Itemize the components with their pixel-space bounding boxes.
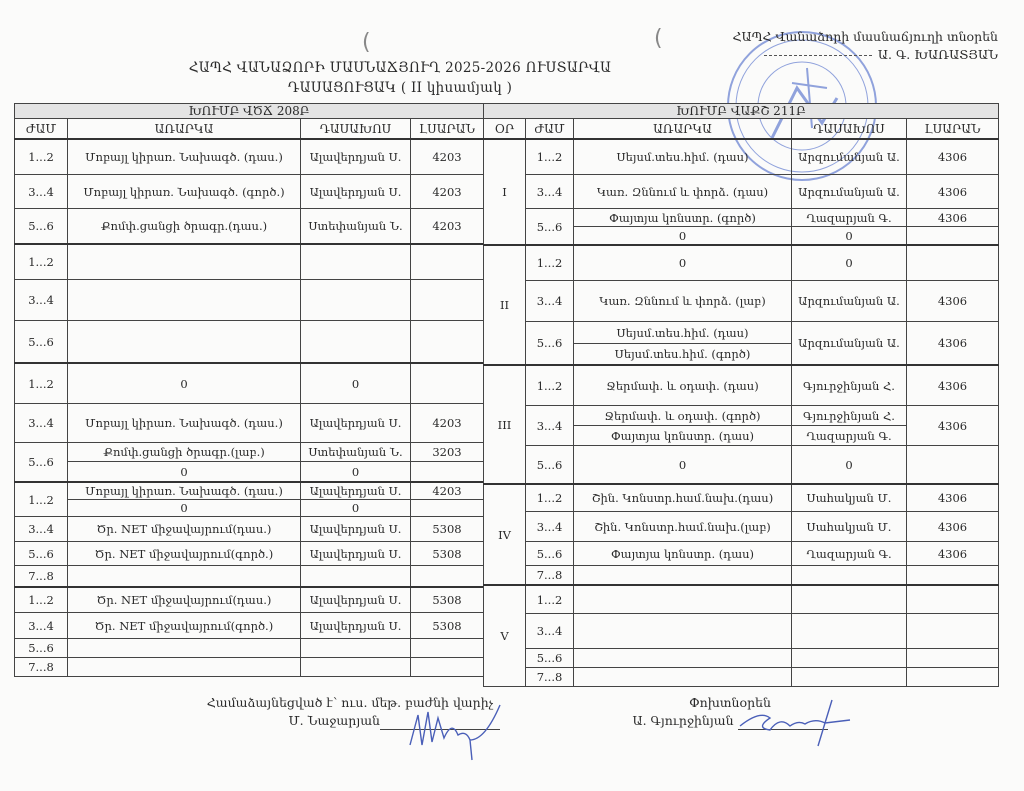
- subject-cell: Շին. Կոնստր.համ.նախ.(դաս): [574, 484, 792, 512]
- lecturer-cell: 0: [301, 363, 411, 404]
- room-cell: 5308: [411, 613, 484, 639]
- room-cell: 4203: [411, 404, 484, 443]
- table-row: [484, 406, 999, 426]
- room-cell: [907, 245, 999, 281]
- hour-cell: 7...8: [526, 668, 574, 687]
- hour-cell: 5...6: [526, 542, 574, 566]
- lecturer-cell: Ալավերդյան Ս.: [301, 517, 411, 542]
- hour-cell: 1...2: [15, 482, 68, 517]
- lecturer-cell: Ալավերդյան Ս.: [301, 587, 411, 613]
- subject-cell: Մոբայլ կիրառ. Նախագծ. (դաս.): [68, 482, 301, 500]
- day-cell: I: [484, 139, 526, 245]
- day-cell: II: [484, 245, 526, 365]
- approval-block: [733, 28, 999, 64]
- lecturer-cell: [301, 658, 411, 677]
- hour-cell: 3...4: [526, 175, 574, 209]
- lecturer-cell: [301, 639, 411, 658]
- room-cell: 4306: [907, 175, 999, 209]
- table-row: [15, 613, 484, 639]
- table-row: [484, 668, 999, 687]
- lecturer-cell: [301, 280, 411, 321]
- hour-cell: 5...6: [15, 639, 68, 658]
- col-room: ԼՍԱՐԱՆ: [411, 119, 484, 140]
- room-cell: [411, 639, 484, 658]
- signature-najaryan-icon: [400, 700, 510, 770]
- schedule-table-right: [483, 103, 999, 687]
- table-row: [15, 500, 484, 517]
- agreed-label: Համաձայնեցված է՝ ուս. մեթ. բաժնի վարիչ: [206, 695, 494, 710]
- hour-cell: 5...6: [526, 322, 574, 366]
- lecturer-cell: [301, 321, 411, 364]
- room-cell: [411, 658, 484, 677]
- table-row: [15, 482, 484, 500]
- table-row: [484, 245, 999, 281]
- hour-cell: 1...2: [526, 585, 574, 614]
- table-row: [484, 365, 999, 406]
- hour-cell: 5...6: [526, 649, 574, 668]
- subject-cell: 0: [68, 462, 301, 483]
- table-row: [15, 639, 484, 658]
- room-cell: [907, 566, 999, 586]
- lecturer-cell: Ալավերդյան Ս.: [301, 139, 411, 175]
- table-row: [15, 209, 484, 245]
- hour-cell: 5...6: [15, 542, 68, 566]
- lecturer-cell: [792, 585, 907, 614]
- col-lecturer: ԴԱՍԱԽՈՍ: [301, 119, 411, 140]
- subject-cell: Ջերմափ. և օդափ. (դաս): [574, 365, 792, 406]
- room-cell: 3203: [411, 443, 484, 462]
- lecturer-cell: Արզումանյան Ա.: [792, 322, 907, 366]
- room-cell: [907, 585, 999, 614]
- hour-cell: 7...8: [15, 566, 68, 588]
- subject-cell: [68, 566, 301, 588]
- table-row: [15, 587, 484, 613]
- subject-cell: Կառ. Զննում և փորձ. (լաբ): [574, 281, 792, 322]
- subject-cell: Ծր. NET միջավայրում(դաս.): [68, 517, 301, 542]
- subject-cell: [68, 244, 301, 280]
- col-subject: ԱՌԱՐԿԱ: [574, 119, 792, 140]
- lecturer-cell: Գյուրջինյան Հ.: [792, 406, 907, 426]
- room-cell: [907, 227, 999, 246]
- lecturer-cell: 0: [792, 446, 907, 485]
- room-cell: [411, 462, 484, 483]
- hour-cell: 1...2: [15, 139, 68, 175]
- subject-cell: Փայտյա կոնստր. (գործ): [574, 209, 792, 227]
- signature-gyurjinyan-icon: [730, 698, 860, 748]
- table-row: [15, 139, 484, 175]
- col-room: ԼՍԱՐԱՆ: [907, 119, 999, 140]
- subject-cell: 0: [68, 500, 301, 517]
- subject-cell: Շին. Կոնստր.համ.նախ.(լաբ): [574, 512, 792, 542]
- room-cell: [411, 363, 484, 404]
- table-row: [484, 566, 999, 586]
- lecturer-cell: Սահակյան Մ.: [792, 484, 907, 512]
- col-subject: ԱՌԱՐԿԱ: [68, 119, 301, 140]
- subject-cell: [574, 614, 792, 649]
- hour-cell: 3...4: [15, 280, 68, 321]
- table-row: [15, 566, 484, 588]
- subject-cell: 0: [574, 245, 792, 281]
- subject-cell: 0: [574, 227, 792, 246]
- lecturer-cell: Ղազարյան Գ.: [792, 209, 907, 227]
- day-cell: IV: [484, 484, 526, 585]
- room-cell: 4203: [411, 175, 484, 209]
- subject-cell: Սեյսմ.տես.հիմ. (դաս): [574, 139, 792, 175]
- lecturer-cell: [792, 649, 907, 668]
- table-row: [15, 443, 484, 462]
- col-hour: ԺԱՄ: [15, 119, 68, 140]
- col-hour: ԺԱՄ: [526, 119, 574, 140]
- lecturer-cell: Գյուրջինյան Հ.: [792, 365, 907, 406]
- room-cell: 4306: [907, 542, 999, 566]
- subject-cell: 0: [574, 446, 792, 485]
- lecturer-cell: [301, 244, 411, 280]
- room-cell: [907, 614, 999, 649]
- lecturer-cell: Ալավերդյան Ս.: [301, 613, 411, 639]
- subject-cell: [574, 585, 792, 614]
- room-cell: 4306: [907, 406, 999, 446]
- lecturer-cell: Ղազարյան Գ.: [792, 426, 907, 446]
- subject-cell: Սեյսմ.տես.հիմ. (գործ): [574, 344, 792, 366]
- hour-cell: 5...6: [526, 209, 574, 246]
- subject-cell: Մոբայլ կիրառ. Նախագծ. (դաս.): [68, 139, 301, 175]
- lecturer-cell: 0: [301, 500, 411, 517]
- subject-cell: Քոմփ.ցանցի ծրագր.(դաս.): [68, 209, 301, 245]
- page-subtitle: ԴԱՍԱՑՈՒՑԱԿ ( II կիսամյակ ): [287, 80, 513, 96]
- hour-cell: 1...2: [15, 244, 68, 280]
- hour-cell: 3...4: [15, 613, 68, 639]
- subject-cell: Սեյսմ.տես.հիմ. (դաս): [574, 322, 792, 344]
- lecturer-cell: Արզումանյան Ա.: [792, 175, 907, 209]
- room-cell: [411, 321, 484, 364]
- table-row: [484, 512, 999, 542]
- hour-cell: 1...2: [526, 139, 574, 175]
- hour-cell: 3...4: [15, 517, 68, 542]
- subject-cell: 0: [68, 363, 301, 404]
- table-row: [484, 139, 999, 175]
- subject-cell: [574, 649, 792, 668]
- table-row: [15, 404, 484, 443]
- lecturer-cell: 0: [792, 245, 907, 281]
- lecturer-cell: Ղազարյան Գ.: [792, 542, 907, 566]
- lecturer-cell: Ստեփանյան Ն.: [301, 209, 411, 245]
- room-cell: 4306: [907, 281, 999, 322]
- lecturer-cell: [301, 566, 411, 588]
- table-row: [484, 322, 999, 344]
- hour-cell: 5...6: [526, 446, 574, 485]
- subject-cell: Մոբայլ կիրառ. Նախագծ. (գործ.): [68, 175, 301, 209]
- room-cell: 4306: [907, 484, 999, 512]
- table-row: [15, 462, 484, 483]
- table-row: [15, 280, 484, 321]
- hour-cell: 1...2: [15, 363, 68, 404]
- table-row: [15, 363, 484, 404]
- subject-cell: Ծր. NET միջավայրում(գործ.): [68, 542, 301, 566]
- lecturer-cell: Ալավերդյան Ս.: [301, 175, 411, 209]
- hour-cell: 7...8: [15, 658, 68, 677]
- subject-cell: Ջերմափ. և օդափ. (գործ): [574, 406, 792, 426]
- table-row: [484, 585, 999, 614]
- subject-cell: Ծր. NET միջավայրում(գործ.): [68, 613, 301, 639]
- subject-cell: [68, 321, 301, 364]
- hour-cell: 7...8: [526, 566, 574, 586]
- room-cell: 5308: [411, 587, 484, 613]
- subject-cell: [68, 639, 301, 658]
- table-row: [484, 209, 999, 227]
- lecturer-cell: Ալավերդյան Ս.: [301, 482, 411, 500]
- room-cell: 4306: [907, 365, 999, 406]
- table-row: [15, 244, 484, 280]
- group-header-left: ԽՈՒՄԲ ՎԾՃ 208Բ: [15, 104, 484, 119]
- room-cell: 5308: [411, 517, 484, 542]
- subject-cell: Քոմփ.ցանցի ծրագր.(լաբ.): [68, 443, 301, 462]
- table-row: [484, 484, 999, 512]
- room-cell: [907, 668, 999, 687]
- hour-cell: 3...4: [15, 404, 68, 443]
- room-cell: 5308: [411, 542, 484, 566]
- approval-title: ՀԱՊՀ Վանաձորի մասնաճյուղի տնօրեն: [732, 29, 998, 44]
- approval-signature-line: [764, 55, 872, 56]
- page-title: ՀԱՊՀ ՎԱՆԱՁՈՐԻ ՄԱՍՆԱՃՅՈՒՂ 2025-2026 ՈՒՍՏԱՐՎԱ: [188, 60, 612, 76]
- subject-cell: Փայտյա կոնստր. (դաս): [574, 426, 792, 446]
- room-cell: 4306: [907, 322, 999, 366]
- subject-cell: [574, 668, 792, 687]
- table-row: [484, 281, 999, 322]
- table-row: [15, 175, 484, 209]
- hour-cell: 1...2: [15, 587, 68, 613]
- lecturer-cell: 0: [792, 227, 907, 246]
- lecturer-cell: Արզումանյան Ա.: [792, 139, 907, 175]
- day-cell: III: [484, 365, 526, 484]
- room-cell: [411, 244, 484, 280]
- schedule-table-left: [14, 103, 484, 677]
- scan-mark: (: [654, 26, 663, 51]
- room-cell: 4306: [907, 139, 999, 175]
- subject-cell: Փայտյա կոնստր. (դաս): [574, 542, 792, 566]
- approval-name: Ա. Գ. ԽԱՌԱՏՅԱՆ: [877, 47, 998, 62]
- hour-cell: 1...2: [526, 484, 574, 512]
- room-cell: 4203: [411, 209, 484, 245]
- table-row: [15, 542, 484, 566]
- hour-cell: 1...2: [526, 365, 574, 406]
- deputy-label: Փոխտնօրեն: [689, 695, 771, 710]
- lecturer-cell: [792, 566, 907, 586]
- room-cell: [411, 280, 484, 321]
- table-row: [484, 175, 999, 209]
- table-row: [484, 446, 999, 485]
- subject-cell: [574, 566, 792, 586]
- room-cell: [907, 446, 999, 485]
- hour-cell: 1...2: [526, 245, 574, 281]
- room-cell: 4306: [907, 209, 999, 227]
- col-day: ՕՐ: [484, 119, 526, 140]
- table-row: [484, 542, 999, 566]
- lecturer-cell: Ալավերդյան Ս.: [301, 542, 411, 566]
- room-cell: [411, 500, 484, 517]
- subject-cell: Կառ. Զննում և փորձ. (դաս): [574, 175, 792, 209]
- deputy-name: Ա. Գյուրջինյան: [632, 713, 734, 728]
- agreed-name: Մ. Նաջարյան: [288, 713, 380, 728]
- room-cell: [907, 649, 999, 668]
- lecturer-cell: Սահակյան Մ.: [792, 512, 907, 542]
- lecturer-cell: [792, 614, 907, 649]
- room-cell: [411, 566, 484, 588]
- subject-cell: Մոբայլ կիրառ. Նախագծ. (դաս.): [68, 404, 301, 443]
- lecturer-cell: Արզումանյան Ա.: [792, 281, 907, 322]
- hour-cell: 5...6: [15, 443, 68, 483]
- hour-cell: 3...4: [526, 406, 574, 446]
- subject-cell: [68, 280, 301, 321]
- hour-cell: 3...4: [526, 614, 574, 649]
- lecturer-cell: Ալավերդյան Ս.: [301, 404, 411, 443]
- table-row: [15, 517, 484, 542]
- scan-mark: (: [362, 30, 371, 55]
- col-lecturer: ԴԱՍԱԽՈՍ: [792, 119, 907, 140]
- table-row: [15, 658, 484, 677]
- hour-cell: 3...4: [526, 281, 574, 322]
- group-header-right: ԽՈՒՄԲ ՎԱՔՇ 211Բ: [484, 104, 999, 119]
- hour-cell: 5...6: [15, 321, 68, 364]
- day-cell: V: [484, 585, 526, 687]
- subject-cell: Ծր. NET միջավայրում(դաս.): [68, 587, 301, 613]
- room-cell: 4306: [907, 512, 999, 542]
- subject-cell: [68, 658, 301, 677]
- lecturer-cell: [792, 668, 907, 687]
- table-row: [484, 649, 999, 668]
- lecturer-cell: Ստեփանյան Ն.: [301, 443, 411, 462]
- room-cell: 4203: [411, 482, 484, 500]
- hour-cell: 3...4: [15, 175, 68, 209]
- room-cell: 4203: [411, 139, 484, 175]
- lecturer-cell: 0: [301, 462, 411, 483]
- table-row: [484, 614, 999, 649]
- table-row: [15, 321, 484, 364]
- hour-cell: 3...4: [526, 512, 574, 542]
- hour-cell: 5...6: [15, 209, 68, 245]
